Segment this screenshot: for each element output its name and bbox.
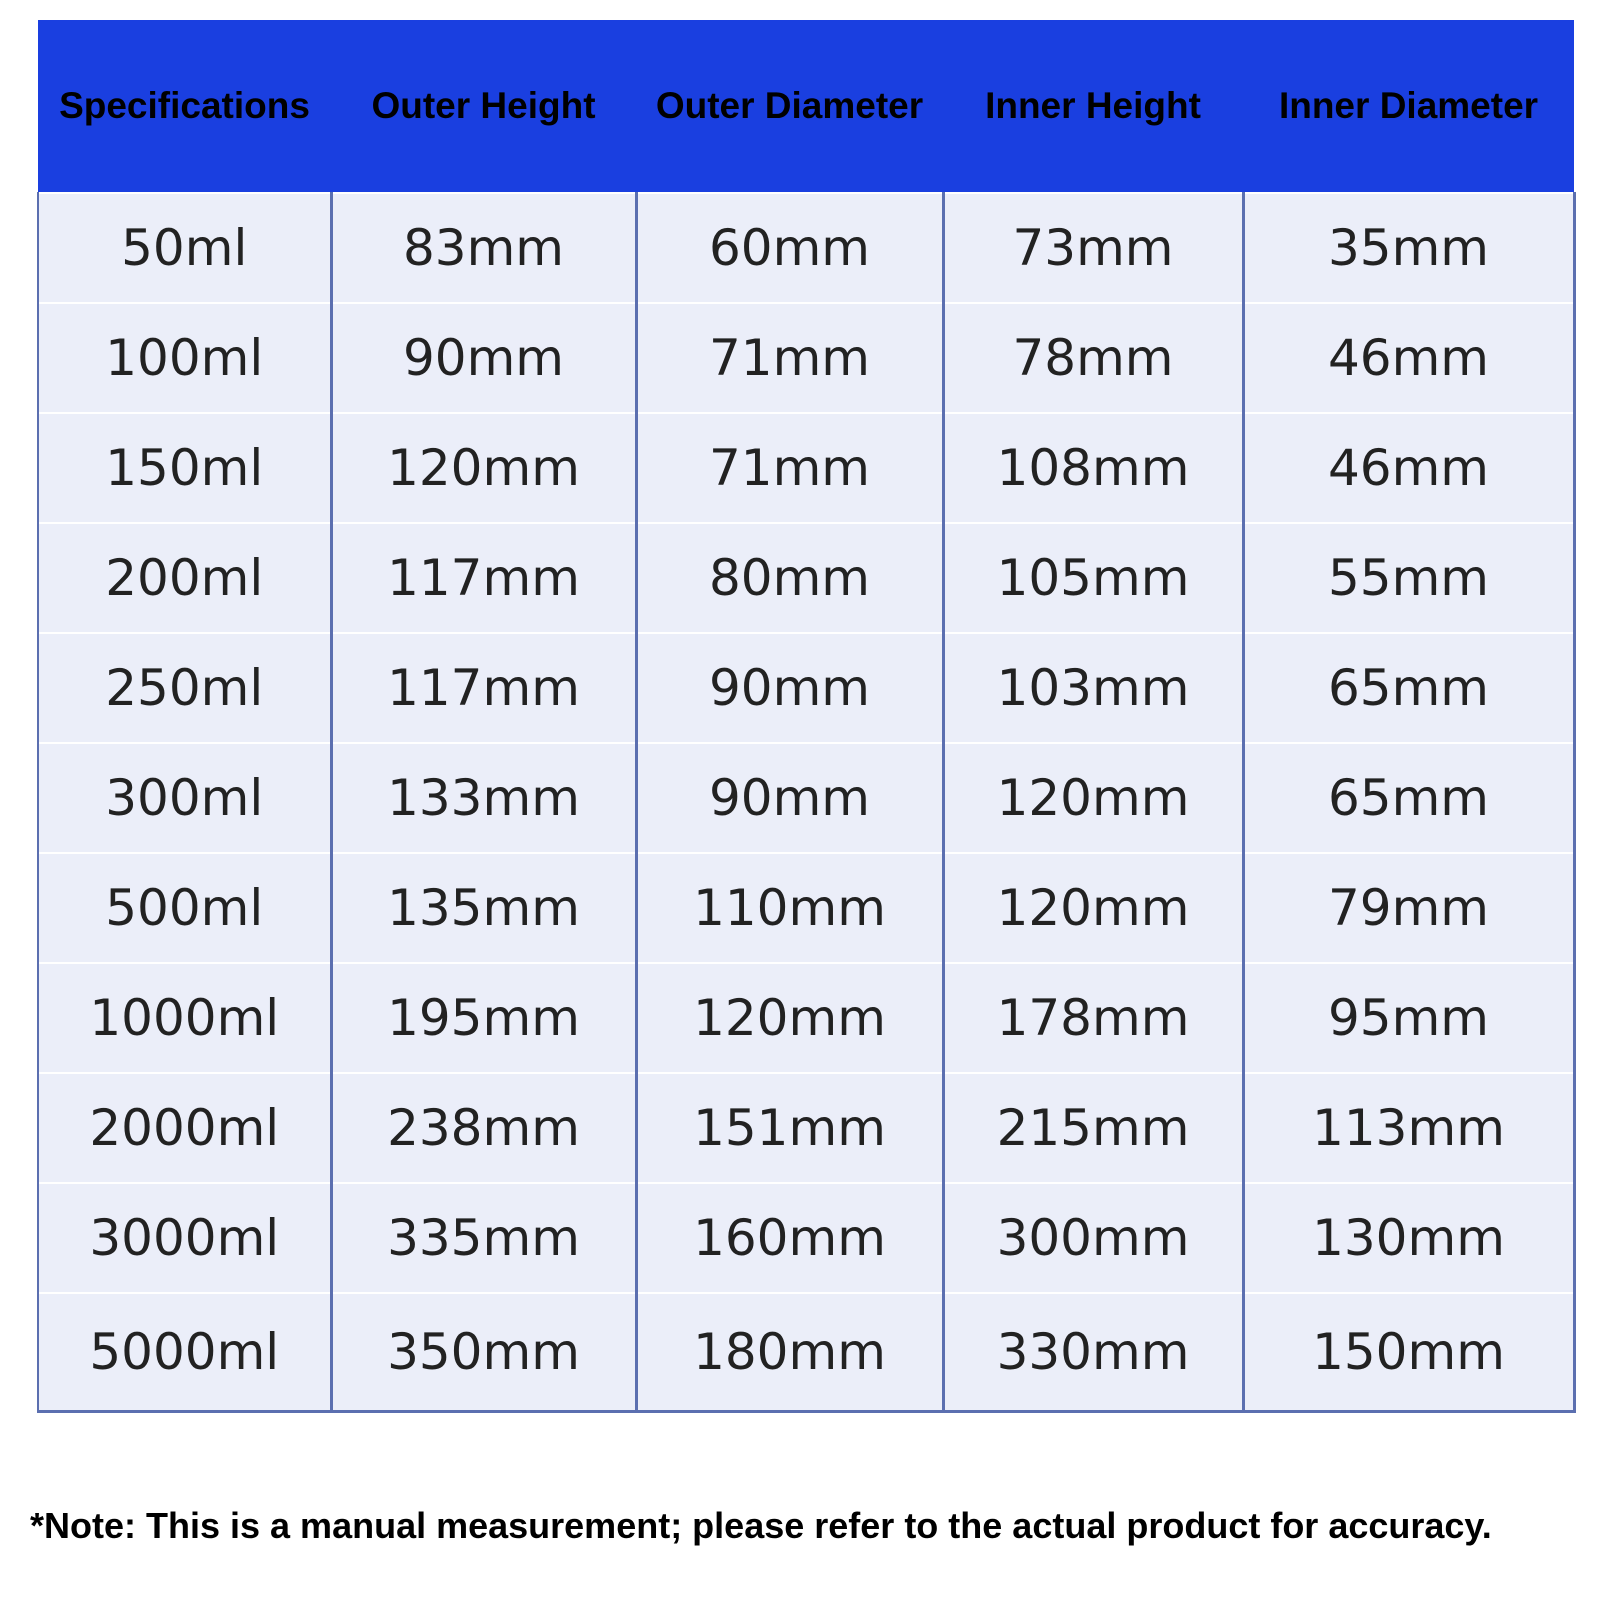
table-row	[38, 193, 1574, 303]
measurement-note: *Note: This is a manual measurement; please refer to the actual product for accuracy.	[30, 1505, 1492, 1546]
cell-inner-height: 108mm	[943, 413, 1243, 523]
table-row	[38, 413, 1574, 523]
header-row	[38, 20, 1574, 193]
cell-inner-height: 78mm	[943, 303, 1243, 413]
cell-inner-height: 215mm	[943, 1073, 1243, 1183]
cell-inner-height: 105mm	[943, 523, 1243, 633]
spec-table-container	[37, 20, 1573, 1413]
cell-inner-height: 330mm	[943, 1293, 1243, 1411]
cell-spec: 50ml	[38, 193, 331, 303]
table-row	[38, 1293, 1574, 1411]
cell-outer-height: 117mm	[331, 633, 636, 743]
column-header-inner-height: Inner Height	[943, 20, 1243, 193]
table-row	[38, 523, 1574, 633]
cell-outer-diameter: 90mm	[636, 633, 943, 743]
cell-inner-height: 300mm	[943, 1183, 1243, 1293]
cell-outer-diameter: 110mm	[636, 853, 943, 963]
cell-inner-height: 178mm	[943, 963, 1243, 1073]
cell-inner-height: 120mm	[943, 743, 1243, 853]
cell-inner-height: 120mm	[943, 853, 1243, 963]
cell-inner-diameter: 55mm	[1243, 523, 1574, 633]
cell-inner-diameter: 35mm	[1243, 193, 1574, 303]
cell-outer-height: 350mm	[331, 1293, 636, 1411]
cell-outer-height: 117mm	[331, 523, 636, 633]
table-header	[38, 20, 1574, 193]
cell-outer-diameter: 71mm	[636, 303, 943, 413]
column-header-outer-diameter: Outer Diameter	[636, 20, 943, 193]
table-body	[38, 193, 1574, 1411]
cell-outer-diameter: 151mm	[636, 1073, 943, 1183]
cell-spec: 2000ml	[38, 1073, 331, 1183]
column-header-outer-height: Outer Height	[331, 20, 636, 193]
cell-inner-diameter: 95mm	[1243, 963, 1574, 1073]
cell-outer-diameter: 160mm	[636, 1183, 943, 1293]
table-row	[38, 1073, 1574, 1183]
cell-outer-height: 90mm	[331, 303, 636, 413]
column-header-inner-diameter: Inner Diameter	[1243, 20, 1574, 193]
cell-inner-diameter: 65mm	[1243, 633, 1574, 743]
table-row	[38, 1183, 1574, 1293]
table-row	[38, 303, 1574, 413]
cell-spec: 1000ml	[38, 963, 331, 1073]
cell-inner-diameter: 65mm	[1243, 743, 1574, 853]
cell-outer-diameter: 120mm	[636, 963, 943, 1073]
cell-inner-diameter: 113mm	[1243, 1073, 1574, 1183]
cell-outer-diameter: 80mm	[636, 523, 943, 633]
cell-inner-diameter: 130mm	[1243, 1183, 1574, 1293]
table-row	[38, 963, 1574, 1073]
table-row	[38, 853, 1574, 963]
cell-inner-height: 73mm	[943, 193, 1243, 303]
cell-outer-diameter: 71mm	[636, 413, 943, 523]
cell-spec: 300ml	[38, 743, 331, 853]
cell-spec: 200ml	[38, 523, 331, 633]
cell-outer-height: 195mm	[331, 963, 636, 1073]
cell-outer-diameter: 60mm	[636, 193, 943, 303]
cell-inner-diameter: 46mm	[1243, 413, 1574, 523]
cell-outer-height: 120mm	[331, 413, 636, 523]
cell-inner-diameter: 46mm	[1243, 303, 1574, 413]
cell-outer-height: 133mm	[331, 743, 636, 853]
cell-spec: 250ml	[38, 633, 331, 743]
cell-outer-height: 83mm	[331, 193, 636, 303]
cell-spec: 5000ml	[38, 1293, 331, 1411]
cell-outer-diameter: 180mm	[636, 1293, 943, 1411]
column-header-specifications: Specifications	[38, 20, 331, 193]
table-row	[38, 743, 1574, 853]
cell-inner-diameter: 79mm	[1243, 853, 1574, 963]
cell-spec: 3000ml	[38, 1183, 331, 1293]
cell-outer-diameter: 90mm	[636, 743, 943, 853]
cell-spec: 100ml	[38, 303, 331, 413]
cell-spec: 150ml	[38, 413, 331, 523]
spec-table	[37, 20, 1576, 1413]
cell-outer-height: 238mm	[331, 1073, 636, 1183]
cell-outer-height: 135mm	[331, 853, 636, 963]
cell-outer-height: 335mm	[331, 1183, 636, 1293]
table-row	[38, 633, 1574, 743]
cell-inner-diameter: 150mm	[1243, 1293, 1574, 1411]
cell-inner-height: 103mm	[943, 633, 1243, 743]
cell-spec: 500ml	[38, 853, 331, 963]
